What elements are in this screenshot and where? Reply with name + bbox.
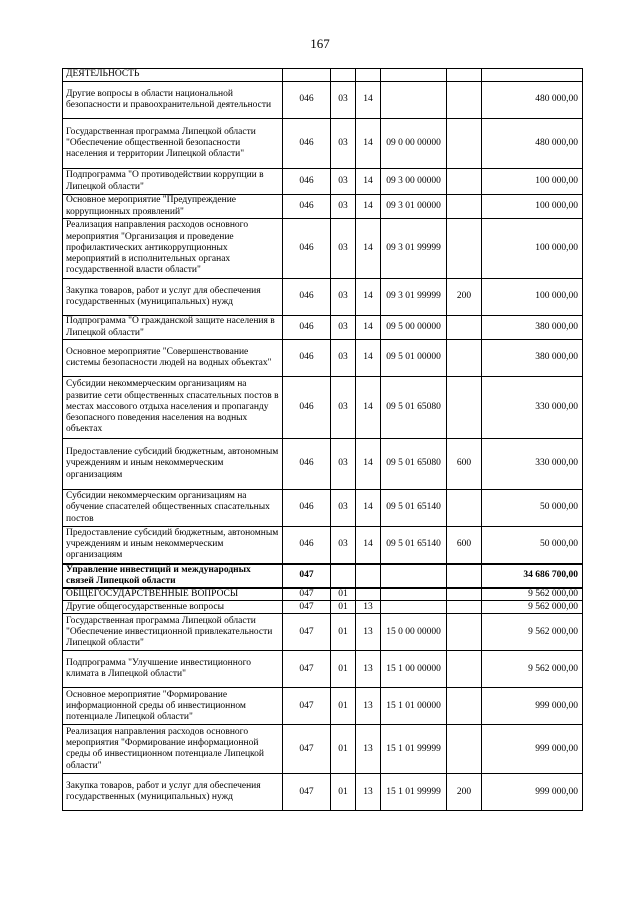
section-cell: 01 <box>331 774 356 811</box>
dept-code-cell: 046 <box>283 527 331 564</box>
target-article-cell <box>381 69 447 82</box>
amount-cell: 999 000,00 <box>482 688 583 725</box>
amount-cell: 480 000,00 <box>482 82 583 119</box>
row-name-cell: Субсидии некоммерческим организациям на развитие сети общественных спасательных постов в местах массового отдыха населения и пропаганду безопасного поведения населения на водных объектах <box>63 377 283 439</box>
dept-code-cell: 046 <box>283 169 331 195</box>
target-article-cell: 09 5 01 65140 <box>381 527 447 564</box>
page-number: 167 <box>310 36 330 51</box>
section-cell: 03 <box>331 439 356 490</box>
expense-type-cell: 200 <box>447 279 482 316</box>
table-row <box>63 169 583 195</box>
dept-code-cell: 047 <box>283 601 331 614</box>
amount-cell: 50 000,00 <box>482 527 583 564</box>
expense-type-cell <box>447 69 482 82</box>
subsection-cell: 14 <box>356 169 381 195</box>
amount-cell: 480 000,00 <box>482 119 583 169</box>
row-name-cell: Подпрограмма "О противодействии коррупции в Липецкой области" <box>63 169 283 195</box>
section-cell <box>331 69 356 82</box>
subsection-cell: 14 <box>356 279 381 316</box>
section-cell: 01 <box>331 588 356 601</box>
row-name-cell: Реализация направления расходов основного мероприятия "Организация и проведение профилактических антикоррупционных мероприятий в исполнительных органах государственной власти области" <box>63 219 283 279</box>
dept-code-cell: 047 <box>283 564 331 588</box>
expense-type-cell <box>447 490 482 527</box>
expense-type-cell: 600 <box>447 439 482 490</box>
table-row <box>63 564 583 588</box>
subsection-cell: 14 <box>356 219 381 279</box>
row-name-cell: ОБЩЕГОСУДАРСТВЕННЫЕ ВОПРОСЫ <box>63 588 283 601</box>
section-cell: 03 <box>331 169 356 195</box>
target-article-cell: 09 5 01 00000 <box>381 340 447 377</box>
subsection-cell: 14 <box>356 439 381 490</box>
amount-cell: 9 562 000,00 <box>482 588 583 601</box>
subsection-cell: 14 <box>356 119 381 169</box>
amount-cell: 100 000,00 <box>482 279 583 316</box>
section-cell: 01 <box>331 614 356 651</box>
row-name-cell: Реализация направления расходов основного мероприятия "Формирование информационной среды об инвестиционном потенциале Липецкой области" <box>63 725 283 774</box>
amount-cell: 100 000,00 <box>482 169 583 195</box>
dept-code-cell: 046 <box>283 377 331 439</box>
expense-type-cell <box>447 169 482 195</box>
row-name-cell: Закупка товаров, работ и услуг для обеспечения государственных (муниципальных) нужд <box>63 279 283 316</box>
subsection-cell: 13 <box>356 614 381 651</box>
amount-cell: 100 000,00 <box>482 219 583 279</box>
expense-type-cell <box>447 688 482 725</box>
section-cell: 03 <box>331 82 356 119</box>
row-name-cell: Предоставление субсидий бюджетным, автономным учреждениям и иным некоммерческим организациям <box>63 439 283 490</box>
row-name-cell: Другие вопросы в области национальной безопасности и правоохранительной деятельности <box>63 82 283 119</box>
subsection-cell <box>356 588 381 601</box>
expense-type-cell <box>447 601 482 614</box>
row-name-cell: ДЕЯТЕЛЬНОСТЬ <box>63 69 283 82</box>
dept-code-cell: 046 <box>283 439 331 490</box>
target-article-cell: 09 5 01 65140 <box>381 490 447 527</box>
budget-table <box>62 68 583 811</box>
amount-cell: 9 562 000,00 <box>482 651 583 688</box>
expense-type-cell <box>447 195 482 219</box>
row-name-cell: Подпрограмма "Улучшение инвестиционного климата в Липецкой области" <box>63 651 283 688</box>
expense-type-cell <box>447 377 482 439</box>
expense-type-cell <box>447 725 482 774</box>
subsection-cell: 14 <box>356 377 381 439</box>
row-name-cell: Основное мероприятие "Совершенствование системы безопасности людей на водных объектах" <box>63 340 283 377</box>
table-row <box>63 279 583 316</box>
dept-code-cell: 047 <box>283 774 331 811</box>
table-row <box>63 69 583 82</box>
section-cell: 03 <box>331 219 356 279</box>
section-cell <box>331 564 356 588</box>
expense-type-cell <box>447 614 482 651</box>
target-article-cell: 15 1 01 00000 <box>381 688 447 725</box>
subsection-cell: 13 <box>356 774 381 811</box>
expense-type-cell <box>447 588 482 601</box>
amount-cell: 34 686 700,00 <box>482 564 583 588</box>
table-row <box>63 490 583 527</box>
expense-type-cell <box>447 316 482 340</box>
target-article-cell: 15 1 01 99999 <box>381 774 447 811</box>
target-article-cell <box>381 564 447 588</box>
table-row <box>63 340 583 377</box>
amount-cell: 50 000,00 <box>482 490 583 527</box>
section-cell: 03 <box>331 119 356 169</box>
subsection-cell: 14 <box>356 490 381 527</box>
dept-code-cell: 047 <box>283 688 331 725</box>
dept-code-cell: 046 <box>283 340 331 377</box>
table-row <box>63 119 583 169</box>
row-name-cell: Основное мероприятие "Формирование информационной среды об инвестиционном потенциале Липецкой области" <box>63 688 283 725</box>
table-row <box>63 219 583 279</box>
section-cell: 03 <box>331 316 356 340</box>
target-article-cell: 09 3 01 99999 <box>381 279 447 316</box>
amount-cell: 999 000,00 <box>482 774 583 811</box>
dept-code-cell: 046 <box>283 490 331 527</box>
expense-type-cell: 200 <box>447 774 482 811</box>
dept-code-cell: 047 <box>283 651 331 688</box>
target-article-cell: 09 0 00 00000 <box>381 119 447 169</box>
row-name-cell: Другие общегосударственные вопросы <box>63 601 283 614</box>
expense-type-cell <box>447 340 482 377</box>
table-row <box>63 651 583 688</box>
amount-cell <box>482 69 583 82</box>
row-name-cell: Субсидии некоммерческим организациям на обучение спасателей общественных спасательных постов <box>63 490 283 527</box>
section-cell: 01 <box>331 688 356 725</box>
target-article-cell: 09 5 00 00000 <box>381 316 447 340</box>
target-article-cell <box>381 601 447 614</box>
subsection-cell: 13 <box>356 725 381 774</box>
expense-type-cell <box>447 564 482 588</box>
table-row <box>63 588 583 601</box>
section-cell: 03 <box>331 340 356 377</box>
dept-code-cell: 047 <box>283 588 331 601</box>
target-article-cell <box>381 588 447 601</box>
target-article-cell: 15 1 01 99999 <box>381 725 447 774</box>
section-cell: 03 <box>331 377 356 439</box>
row-name-cell: Государственная программа Липецкой области "Обеспечение общественной безопасности населения и территории Липецкой области" <box>63 119 283 169</box>
section-cell: 01 <box>331 651 356 688</box>
section-cell: 03 <box>331 195 356 219</box>
section-cell: 01 <box>331 601 356 614</box>
amount-cell: 100 000,00 <box>482 195 583 219</box>
table-row <box>63 725 583 774</box>
section-cell: 01 <box>331 725 356 774</box>
dept-code-cell: 046 <box>283 219 331 279</box>
table-row <box>63 82 583 119</box>
subsection-cell: 14 <box>356 82 381 119</box>
dept-code-cell: 046 <box>283 279 331 316</box>
section-cell: 03 <box>331 279 356 316</box>
amount-cell: 380 000,00 <box>482 316 583 340</box>
section-cell: 03 <box>331 527 356 564</box>
subsection-cell: 14 <box>356 195 381 219</box>
expense-type-cell <box>447 119 482 169</box>
target-article-cell: 09 5 01 65080 <box>381 377 447 439</box>
row-name-cell: Управление инвестиций и международных связей Липецкой области <box>63 564 283 588</box>
expense-type-cell <box>447 219 482 279</box>
amount-cell: 999 000,00 <box>482 725 583 774</box>
dept-code-cell: 046 <box>283 316 331 340</box>
expense-type-cell <box>447 82 482 119</box>
row-name-cell: Предоставление субсидий бюджетным, автономным учреждениям и иным некоммерческим организациям <box>63 527 283 564</box>
target-article-cell: 09 3 00 00000 <box>381 169 447 195</box>
subsection-cell: 14 <box>356 316 381 340</box>
expense-type-cell: 600 <box>447 527 482 564</box>
row-name-cell: Закупка товаров, работ и услуг для обеспечения государственных (муниципальных) нужд <box>63 774 283 811</box>
target-article-cell: 09 3 01 00000 <box>381 195 447 219</box>
table-row <box>63 601 583 614</box>
row-name-cell: Государственная программа Липецкой области "Обеспечение инвестиционной привлекательности Липецкой области" <box>63 614 283 651</box>
table-row <box>63 377 583 439</box>
table-row <box>63 774 583 811</box>
dept-code-cell: 047 <box>283 614 331 651</box>
subsection-cell: 13 <box>356 651 381 688</box>
dept-code-cell: 046 <box>283 119 331 169</box>
subsection-cell: 13 <box>356 688 381 725</box>
subsection-cell <box>356 564 381 588</box>
target-article-cell <box>381 82 447 119</box>
section-cell: 03 <box>331 490 356 527</box>
table-row <box>63 688 583 725</box>
dept-code-cell: 046 <box>283 82 331 119</box>
target-article-cell: 09 3 01 99999 <box>381 219 447 279</box>
subsection-cell: 14 <box>356 527 381 564</box>
target-article-cell: 15 0 00 00000 <box>381 614 447 651</box>
target-article-cell: 09 5 01 65080 <box>381 439 447 490</box>
table-row <box>63 614 583 651</box>
amount-cell: 380 000,00 <box>482 340 583 377</box>
row-name-cell: Основное мероприятие "Предупреждение коррупционных проявлений" <box>63 195 283 219</box>
table-row <box>63 527 583 564</box>
amount-cell: 9 562 000,00 <box>482 601 583 614</box>
target-article-cell: 15 1 00 00000 <box>381 651 447 688</box>
table-row <box>63 195 583 219</box>
amount-cell: 9 562 000,00 <box>482 614 583 651</box>
subsection-cell: 13 <box>356 601 381 614</box>
subsection-cell: 14 <box>356 340 381 377</box>
amount-cell: 330 000,00 <box>482 439 583 490</box>
dept-code-cell <box>283 69 331 82</box>
table-row <box>63 316 583 340</box>
subsection-cell <box>356 69 381 82</box>
amount-cell: 330 000,00 <box>482 377 583 439</box>
expense-type-cell <box>447 651 482 688</box>
row-name-cell: Подпрограмма "О гражданской защите населения в Липецкой области" <box>63 316 283 340</box>
dept-code-cell: 047 <box>283 725 331 774</box>
table-row <box>63 439 583 490</box>
dept-code-cell: 046 <box>283 195 331 219</box>
